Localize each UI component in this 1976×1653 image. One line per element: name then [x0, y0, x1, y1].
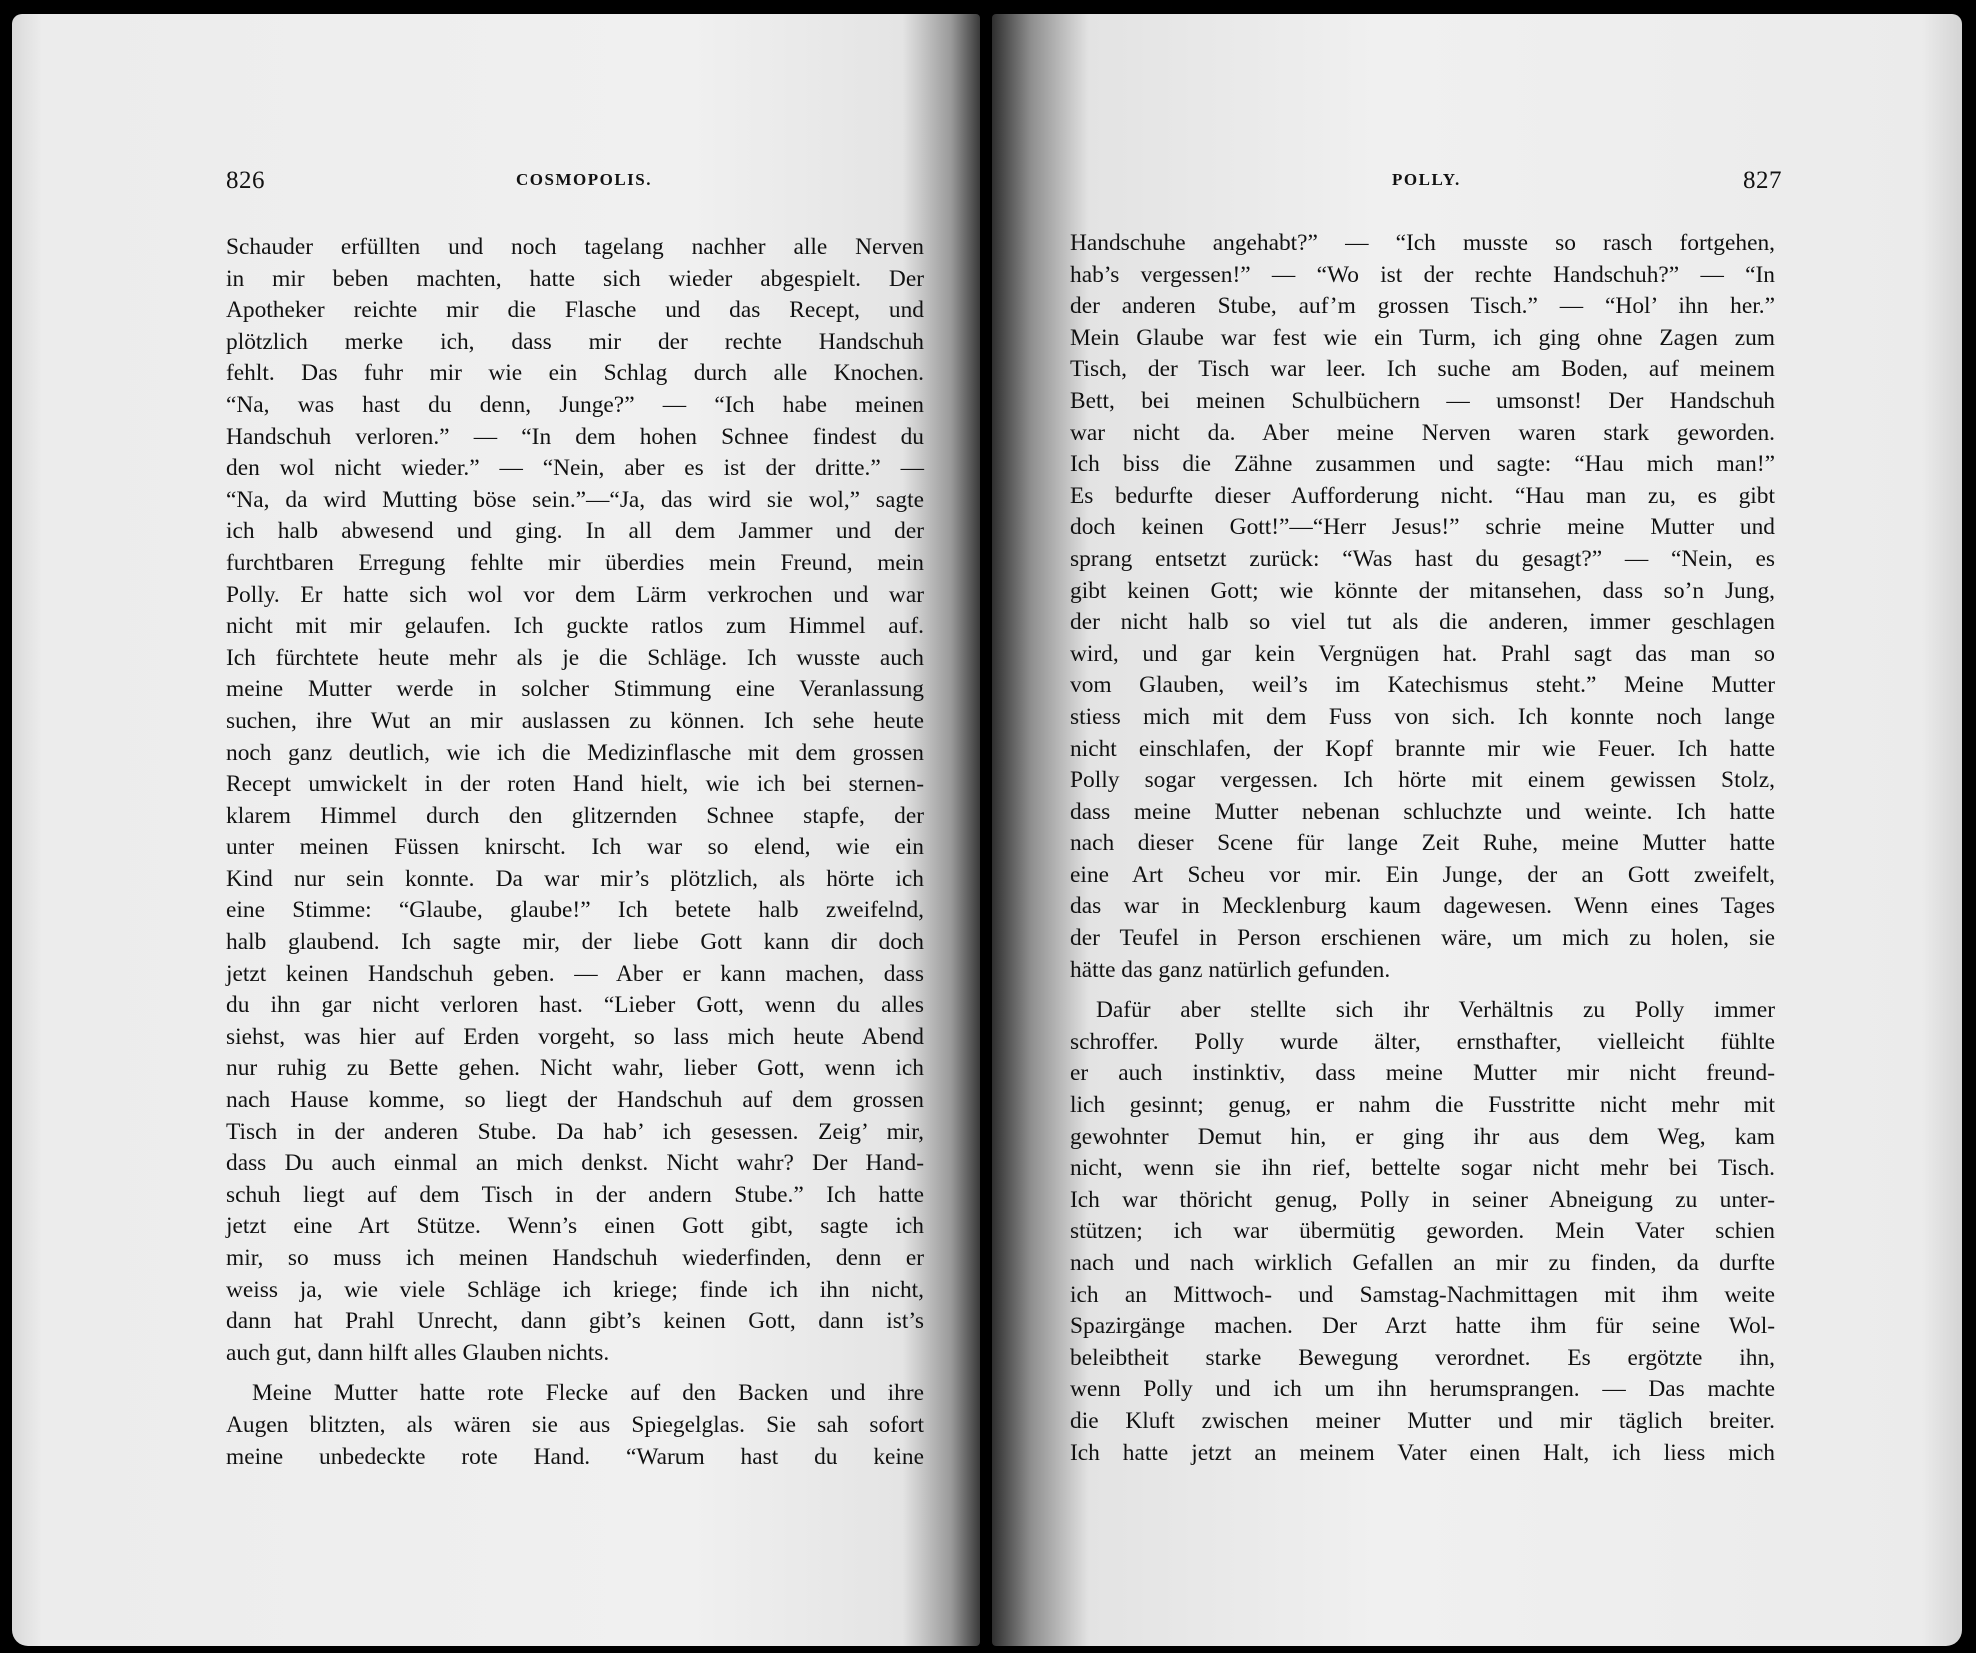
- text-line: siehst, was hier auf Erden vorgeht, so lass mich heute Abend: [226, 1023, 924, 1050]
- text-line: stiess mich mit dem Fuss von sich. Ich konnte noch lange: [1070, 703, 1775, 730]
- text-line: das war in Mecklenburg kaum dagewesen. Wenn eines Tages: [1070, 893, 1775, 920]
- text-line: Meine Mutter hatte rote Flecke auf den Backen und ihre: [252, 1380, 924, 1407]
- text-line: du ihn gar nicht verloren hast. “Lieber Gott, wenn du alles: [226, 992, 924, 1019]
- text-line: unter meinen Füssen knirscht. Ich war so elend, wie ein: [226, 834, 924, 861]
- left-page: [12, 14, 980, 1646]
- text-line: Mein Glaube war fest wie ein Turm, ich ging ohne Zagen zum: [1070, 324, 1775, 351]
- text-line: nicht, wenn sie ihn rief, bettelte sogar nicht mehr bei Tisch.: [1070, 1155, 1775, 1182]
- text-line: Tisch in der anderen Stube. Da hab’ ich gesessen. Zeig’ mir,: [226, 1118, 924, 1145]
- text-line: Ich hatte jetzt an meinem Vater einen Halt, ich liess mich: [1070, 1439, 1775, 1466]
- text-line: der Teufel in Person erschienen wäre, um mich zu holen, sie: [1070, 925, 1775, 952]
- text-line: plötzlich merke ich, dass mir der rechte Handschuh: [226, 328, 924, 355]
- text-line: nach und nach wirklich Gefallen an mir zu finden, da durfte: [1070, 1250, 1775, 1276]
- text-line: “Na, was hast du denn, Junge?” — “Ich habe meinen: [226, 391, 924, 418]
- text-line: schroffer. Polly wurde älter, ernsthafter, vielleicht fühlte: [1070, 1028, 1775, 1055]
- text-line: Ich war thöricht genug, Polly in seiner Abneigung zu unter-: [1070, 1186, 1775, 1213]
- text-line: jetzt keinen Handschuh geben. — Aber er kann machen, dass: [226, 960, 924, 987]
- text-line: Apotheker reichte mir die Flasche und das Recept, und: [226, 297, 924, 324]
- text-line: der nicht halb so viel tut als die anderen, immer geschlagen: [1070, 609, 1775, 636]
- text-line: “Na, da wird Mutting böse sein.”—“Ja, das wird sie wol,” sagte: [226, 486, 924, 513]
- text-line: er auch instinktiv, dass meine Mutter mir nicht freund-: [1070, 1060, 1775, 1087]
- text-line: doch keinen Gott!”—“Herr Jesus!” schrie meine Mutter und: [1070, 514, 1775, 541]
- text-line: ich halb abwesend und ging. In all dem Jammer und der: [226, 518, 924, 545]
- text-line: dass meine Mutter nebenan schluchzte und weinte. Ich hatte: [1070, 798, 1775, 825]
- text-line: wird, und gar kein Vergnügen hat. Prahl sagt das man so: [1070, 640, 1775, 667]
- text-line: vom Glauben, weil’s im Katechismus steht.” Meine Mutter: [1070, 672, 1775, 699]
- running-head: POLLY.: [1392, 170, 1461, 189]
- text-line: in mir beben machten, hatte sich wieder abgespielt. Der: [226, 265, 924, 292]
- text-line: nicht einschlafen, der Kopf brannte mir wie Feuer. Ich hatte: [1070, 735, 1775, 762]
- text-line: gewohnter Demut hin, er ging ihr aus dem Weg, kam: [1070, 1123, 1775, 1150]
- text-line: nicht mit mir gelaufen. Ich guckte ratlos zum Himmel auf.: [226, 613, 924, 640]
- text-line: Tisch, der Tisch war leer. Ich suche am Boden, auf meinem: [1070, 356, 1775, 383]
- text-line: die Kluft zwischen meiner Mutter und mir täglich breiter.: [1070, 1407, 1775, 1434]
- left-page-text: [226, 232, 924, 1473]
- text-line: dass Du auch einmal an mich denkst. Nicht wahr? Der Hand-: [226, 1150, 924, 1177]
- page-number: 827: [1743, 167, 1782, 194]
- text-line: war nicht da. Aber meine Nerven waren stark geworden.: [1070, 419, 1775, 446]
- text-line: den wol nicht wieder.” — “Nein, aber es ist der dritte.” —: [226, 455, 924, 482]
- text-line: hab’s vergessen!” — “Wo ist der rechte Handschuh?” — “In: [1070, 261, 1775, 288]
- text-line: schuh liegt auf dem Tisch in der andern Stube.” Ich hatte: [226, 1181, 924, 1208]
- text-line: dann hat Prahl Unrecht, dann gibt’s keinen Gott, dann ist’s: [226, 1308, 924, 1335]
- text-line: nach dieser Scene für lange Zeit Ruhe, meine Mutter hatte: [1070, 830, 1775, 857]
- text-line: jetzt eine Art Stütze. Wenn’s einen Gott gibt, sagte ich: [226, 1213, 924, 1240]
- text-line: Ich biss die Zähne zusammen und sagte: “Hau mich man!”: [1070, 451, 1775, 478]
- text-line: Polly. Er hatte sich wol vor dem Lärm verkrochen und war: [226, 581, 924, 608]
- text-line: mir, so muss ich meinen Handschuh wiederfinden, denn er: [226, 1245, 924, 1271]
- text-line: Augen blitzten, als wären sie aus Spiegelglas. Sie sah sofort: [226, 1411, 924, 1438]
- text-line: Es bedurfte dieser Aufforderung nicht. “Hau man zu, es gibt: [1070, 482, 1775, 509]
- text-line: Handschuh verloren.” — “In dem hohen Schnee findest du: [226, 423, 924, 450]
- text-line: weiss ja, wie viele Schläge ich kriege; finde ich ihn nicht,: [226, 1276, 924, 1303]
- text-line: suchen, ihre Wut an mir auslassen zu können. Ich sehe heute: [226, 707, 924, 734]
- text-line: noch ganz deutlich, wie ich die Medizinflasche mit dem grossen: [226, 739, 924, 766]
- text-line: beleibtheit starke Bewegung verordnet. Es ergötzte ihn,: [1070, 1344, 1775, 1371]
- text-line: Recept umwickelt in der roten Hand hielt, wie ich bei sternen-: [226, 771, 924, 798]
- text-line: auch gut, dann hilft alles Glauben nichts.: [226, 1339, 610, 1366]
- text-line: Kind nur sein konnte. Da war mir’s plötzlich, als hörte ich: [226, 865, 924, 892]
- text-line: Spazirgänge machen. Der Arzt hatte ihm für seine Wol-: [1070, 1313, 1775, 1340]
- text-line: gibt keinen Gott; wie könnte der mitansehen, dass so’n Jung,: [1070, 577, 1775, 604]
- text-line: Dafür aber stellte sich ihr Verhältnis zu Polly immer: [1096, 997, 1775, 1024]
- text-line: wenn Polly und ich um ihn herumsprangen. — Das machte: [1070, 1376, 1775, 1403]
- text-line: meine Mutter werde in solcher Stimmung eine Veranlassung: [226, 676, 924, 703]
- text-line: eine Stimme: “Glaube, glaube!” Ich betete halb zweifelnd,: [226, 897, 924, 924]
- text-line: Schauder erfüllten und noch tagelang nachher alle Nerven: [226, 234, 924, 260]
- running-head: COSMOPOLIS.: [516, 170, 652, 189]
- text-line: hätte das ganz natürlich gefunden.: [1070, 956, 1391, 983]
- text-line: klarem Himmel durch den glitzernden Schnee stapfe, der: [226, 802, 924, 829]
- text-line: ich an Mittwoch- und Samstag-Nachmittagen mit ihm weite: [1070, 1281, 1775, 1308]
- text-line: Bett, bei meinen Schulbüchern — umsonst! Der Handschuh: [1070, 387, 1775, 414]
- text-line: halb glaubend. Ich sagte mir, der liebe Gott kann dir doch: [226, 929, 924, 956]
- left-page-header: [226, 167, 926, 199]
- text-line: furchtbaren Erregung fehlte mir überdies mein Freund, mein: [226, 549, 924, 576]
- text-line: eine Art Scheu vor mir. Ein Junge, der an Gott zweifelt,: [1070, 861, 1775, 888]
- text-line: lich gesinnt; genug, er nahm die Fusstritte nicht mehr mit: [1070, 1092, 1775, 1119]
- right-page: [992, 14, 1962, 1646]
- page-number: 826: [226, 167, 265, 194]
- text-line: der anderen Stube, auf’m grossen Tisch.” — “Hol’ ihn her.”: [1070, 293, 1775, 320]
- text-line: nach Hause komme, so liegt der Handschuh auf dem grossen: [226, 1087, 924, 1114]
- text-line: stützen; ich war übermütig geworden. Mein Vater schien: [1070, 1218, 1775, 1245]
- right-page-text: [1070, 228, 1775, 1469]
- text-line: Polly sogar vergessen. Ich hörte mit einem gewissen Stolz,: [1070, 767, 1775, 794]
- text-line: Handschuhe angehabt?” — “Ich musste so rasch fortgehen,: [1070, 230, 1775, 256]
- right-page-header: [1072, 167, 1782, 199]
- text-line: Ich fürchtete heute mehr als je die Schläge. Ich wusste auch: [226, 644, 924, 671]
- text-line: nur ruhig zu Bette gehen. Nicht wahr, lieber Gott, wenn ich: [226, 1055, 924, 1082]
- text-line: sprang entsetzt zurück: “Was hast du gesagt?” — “Nein, es: [1070, 545, 1775, 572]
- text-line: meine unbedeckte rote Hand. “Warum hast du keine: [226, 1443, 924, 1470]
- text-line: fehlt. Das fuhr mir wie ein Schlag durch alle Knochen.: [226, 360, 924, 387]
